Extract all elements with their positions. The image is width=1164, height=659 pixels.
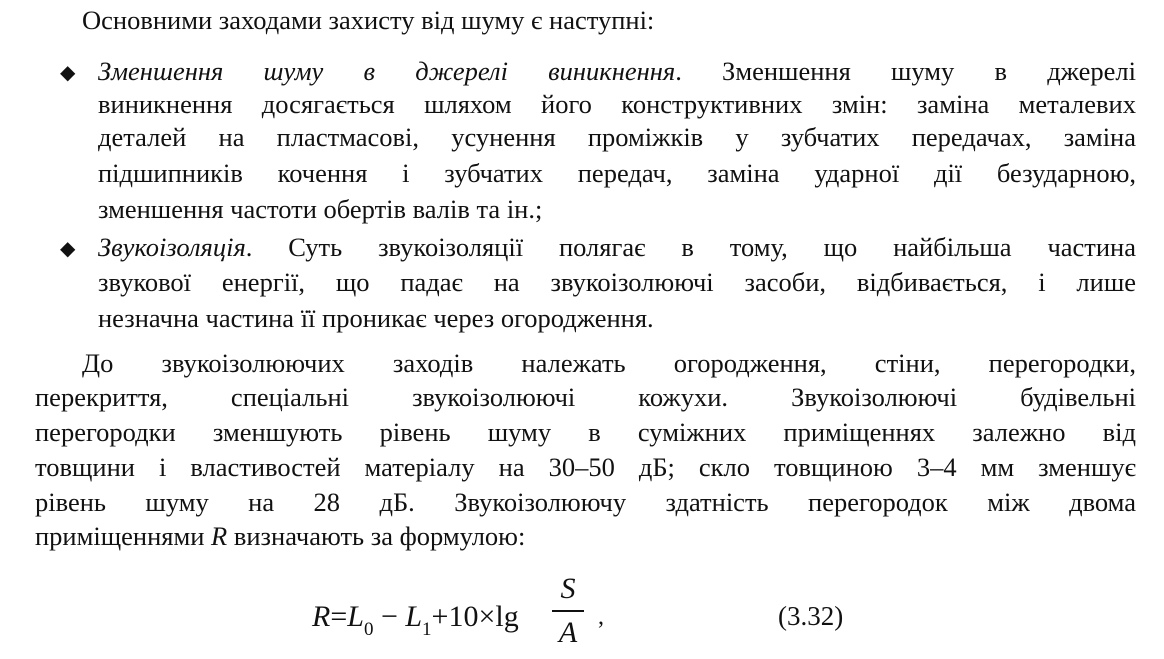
formula-comma: , [598, 604, 604, 630]
formula-left-side: $R=L_0 - L_1+10\times\lg$ [312, 600, 519, 640]
bullet-1-line-4: підшипників кочення і зубчатих передач, заміна ударної дії безударною, [98, 158, 1136, 188]
bullet-1-line-3: деталей на пластмасові, усунення проміжків у зубчатих передачах, заміна [98, 122, 1136, 152]
variable-r: R [211, 521, 228, 551]
formula-fraction [550, 574, 586, 648]
fraction-numerator: S [560, 572, 576, 605]
paragraph-line-5: рівень шуму на 28 дБ. Звукоізолюючу здатність перегородок між двома [35, 487, 1136, 517]
fraction-denominator: A [558, 616, 578, 649]
fraction-bar [552, 610, 584, 612]
bullet-2-line-3: незначна частина її проникає через огородження. [98, 303, 654, 333]
bullet-2-title: Звукоізоляція [98, 232, 246, 262]
paragraph-line-6: приміщеннями R визначають за формулою: [35, 521, 526, 551]
bullet-1-title: Зменшення шуму в джерелі виникнення [98, 56, 676, 86]
equation-number: (3.32) [778, 601, 844, 631]
bullet-2-line-2: звукової енергії, що падає на звукоізолюючі засоби, відбивається, і лише [98, 267, 1136, 297]
diamond-bullet-icon: ◆ [60, 62, 76, 84]
intro-text: Основними заходами захисту від шуму є наступні: [82, 5, 655, 35]
bullet-1-line-2: виникнення досягається шляхом його конструктивних змін: заміна металевих [98, 89, 1136, 119]
bullet-2-line-1: Звукоізоляція. Суть звукоізоляції полягає в тому, що найбільша частина [98, 232, 1136, 262]
paragraph-line-4: товщини і властивостей матеріалу на 30–50 дБ; скло товщиною 3–4 мм зменшує [35, 452, 1136, 482]
bullet-1-line-5: зменшення частоти обертів валів та ін.; [98, 194, 543, 224]
paragraph-line-2: перекриття, спеціальні звукоізолюючі кожухи. Звукоізолюючі будівельні [35, 382, 1136, 412]
bullet-1-line-1: Зменшення шуму в джерелі виникнення. Зменшення шуму в джерелі [98, 56, 1136, 86]
paragraph-line-1: До звукоізолюючих заходів належать огородження, стіни, перегородки, [82, 348, 1136, 378]
diamond-bullet-icon: ◆ [60, 238, 76, 260]
paragraph-line-3: перегородки зменшують рівень шуму в суміжних приміщеннях залежно від [35, 417, 1136, 447]
